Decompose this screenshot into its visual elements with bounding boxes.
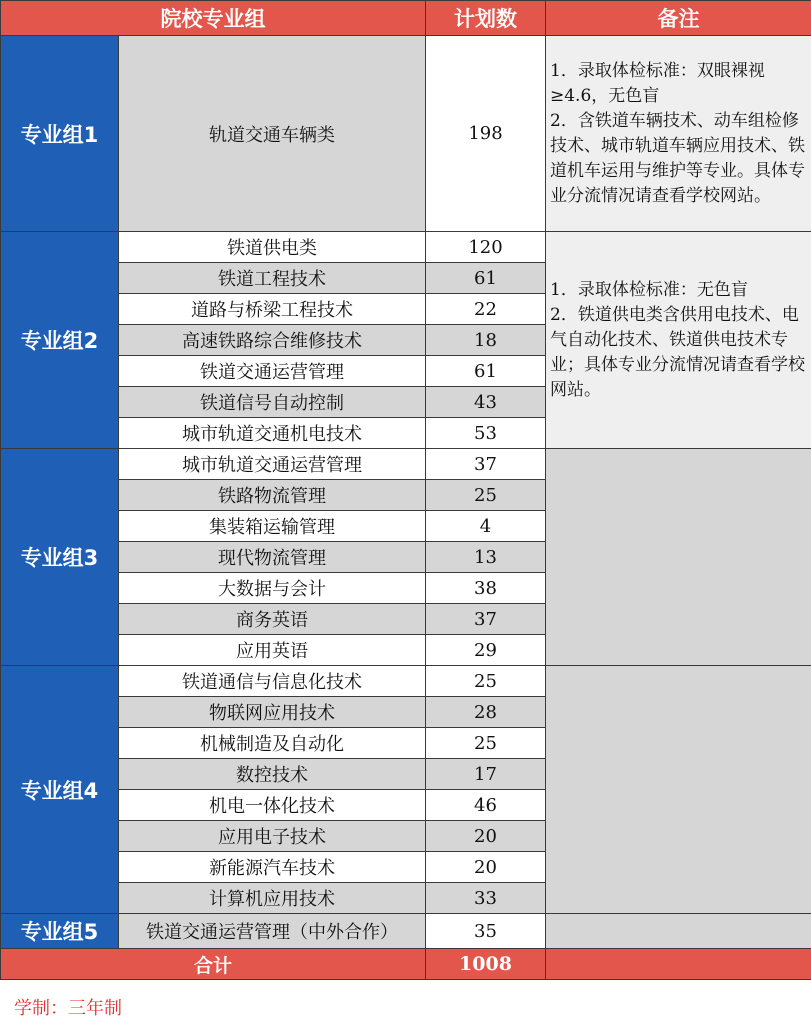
plan-count: 18: [426, 325, 546, 356]
major-name: 大数据与会计: [119, 573, 426, 604]
plan-count: 17: [426, 759, 546, 790]
major-name: 城市轨道交通运营管理: [119, 449, 426, 480]
plan-count: 120: [426, 232, 546, 263]
plan-count: 4: [426, 511, 546, 542]
group-name: 专业组3: [1, 449, 119, 666]
group-note: [546, 449, 811, 666]
group-name: 专业组2: [1, 232, 119, 449]
major-name: 铁道供电类: [119, 232, 426, 263]
major-name: 应用电子技术: [119, 821, 426, 852]
major-name: 高速铁路综合维修技术: [119, 325, 426, 356]
plan-count: 13: [426, 542, 546, 573]
major-name: 机电一体化技术: [119, 790, 426, 821]
header-group: 院校专业组: [1, 1, 426, 36]
major-name: 轨道交通车辆类: [119, 36, 426, 232]
group-name: 专业组4: [1, 666, 119, 914]
plan-count: 35: [426, 914, 546, 949]
major-name: 商务英语: [119, 604, 426, 635]
plan-count: 61: [426, 356, 546, 387]
total-row: [1, 949, 811, 980]
total-label: 合计: [1, 949, 426, 980]
major-name: 城市轨道交通机电技术: [119, 418, 426, 449]
group-note: 1．录取体检标准：无色盲 2．铁道供电类含供用电技术、电气自动化技术、铁道供电技术专业；具体专业分流情况请查看学校网站。: [546, 232, 811, 449]
group-note: [546, 666, 811, 914]
plan-count: 29: [426, 635, 546, 666]
group-note: [546, 914, 811, 949]
table-row: [1, 449, 811, 480]
plan-count: 53: [426, 418, 546, 449]
major-name: 集装箱运输管理: [119, 511, 426, 542]
table-row: [1, 666, 811, 697]
total-note-empty: [546, 949, 811, 980]
major-name: 铁道交通运营管理: [119, 356, 426, 387]
plan-count: 33: [426, 883, 546, 914]
table-row: [1, 232, 811, 263]
major-name: 铁路物流管理: [119, 480, 426, 511]
plan-count: 37: [426, 604, 546, 635]
watermark: 高考直通车: [672, 980, 773, 1002]
major-name: 应用英语: [119, 635, 426, 666]
group-note: 1．录取体检标准：双眼裸视≥4.6，无色盲 2．含铁道车辆技术、动车组检修技术、城市轨道车辆应用技术、铁道机车运用与维护等专业。具体专业分流情况请查看学校网站。: [546, 36, 811, 232]
major-name: 道路与桥梁工程技术: [119, 294, 426, 325]
major-name: 铁道通信与信息化技术: [119, 666, 426, 697]
major-name: 现代物流管理: [119, 542, 426, 573]
major-name: 铁道信号自动控制: [119, 387, 426, 418]
plan-count: 20: [426, 821, 546, 852]
major-name: 铁道工程技术: [119, 263, 426, 294]
plan-count: 20: [426, 852, 546, 883]
group-name: 专业组5: [1, 914, 119, 949]
plan-count: 43: [426, 387, 546, 418]
major-name: 计算机应用技术: [119, 883, 426, 914]
study-length-note: 学制：三年制: [14, 998, 122, 1019]
header-note: 备注: [546, 1, 811, 36]
header-plan: 计划数: [426, 1, 546, 36]
plan-count: 25: [426, 728, 546, 759]
plan-count: 198: [426, 36, 546, 232]
plan-count: 37: [426, 449, 546, 480]
plan-count: 38: [426, 573, 546, 604]
plan-count: 25: [426, 480, 546, 511]
header-row: [1, 1, 811, 36]
group-name: 专业组1: [1, 36, 119, 232]
plan-count: 22: [426, 294, 546, 325]
major-name: 机械制造及自动化: [119, 728, 426, 759]
table-row: [1, 914, 811, 949]
table-row: [1, 36, 811, 232]
major-name: 物联网应用技术: [119, 697, 426, 728]
plan-count: 28: [426, 697, 546, 728]
major-name: 铁道交通运营管理（中外合作）: [119, 914, 426, 949]
table-body: [1, 36, 811, 949]
plan-count: 46: [426, 790, 546, 821]
major-name: 数控技术: [119, 759, 426, 790]
plan-count: 25: [426, 666, 546, 697]
plan-count: 61: [426, 263, 546, 294]
total-value: 1008: [426, 949, 546, 980]
major-name: 新能源汽车技术: [119, 852, 426, 883]
